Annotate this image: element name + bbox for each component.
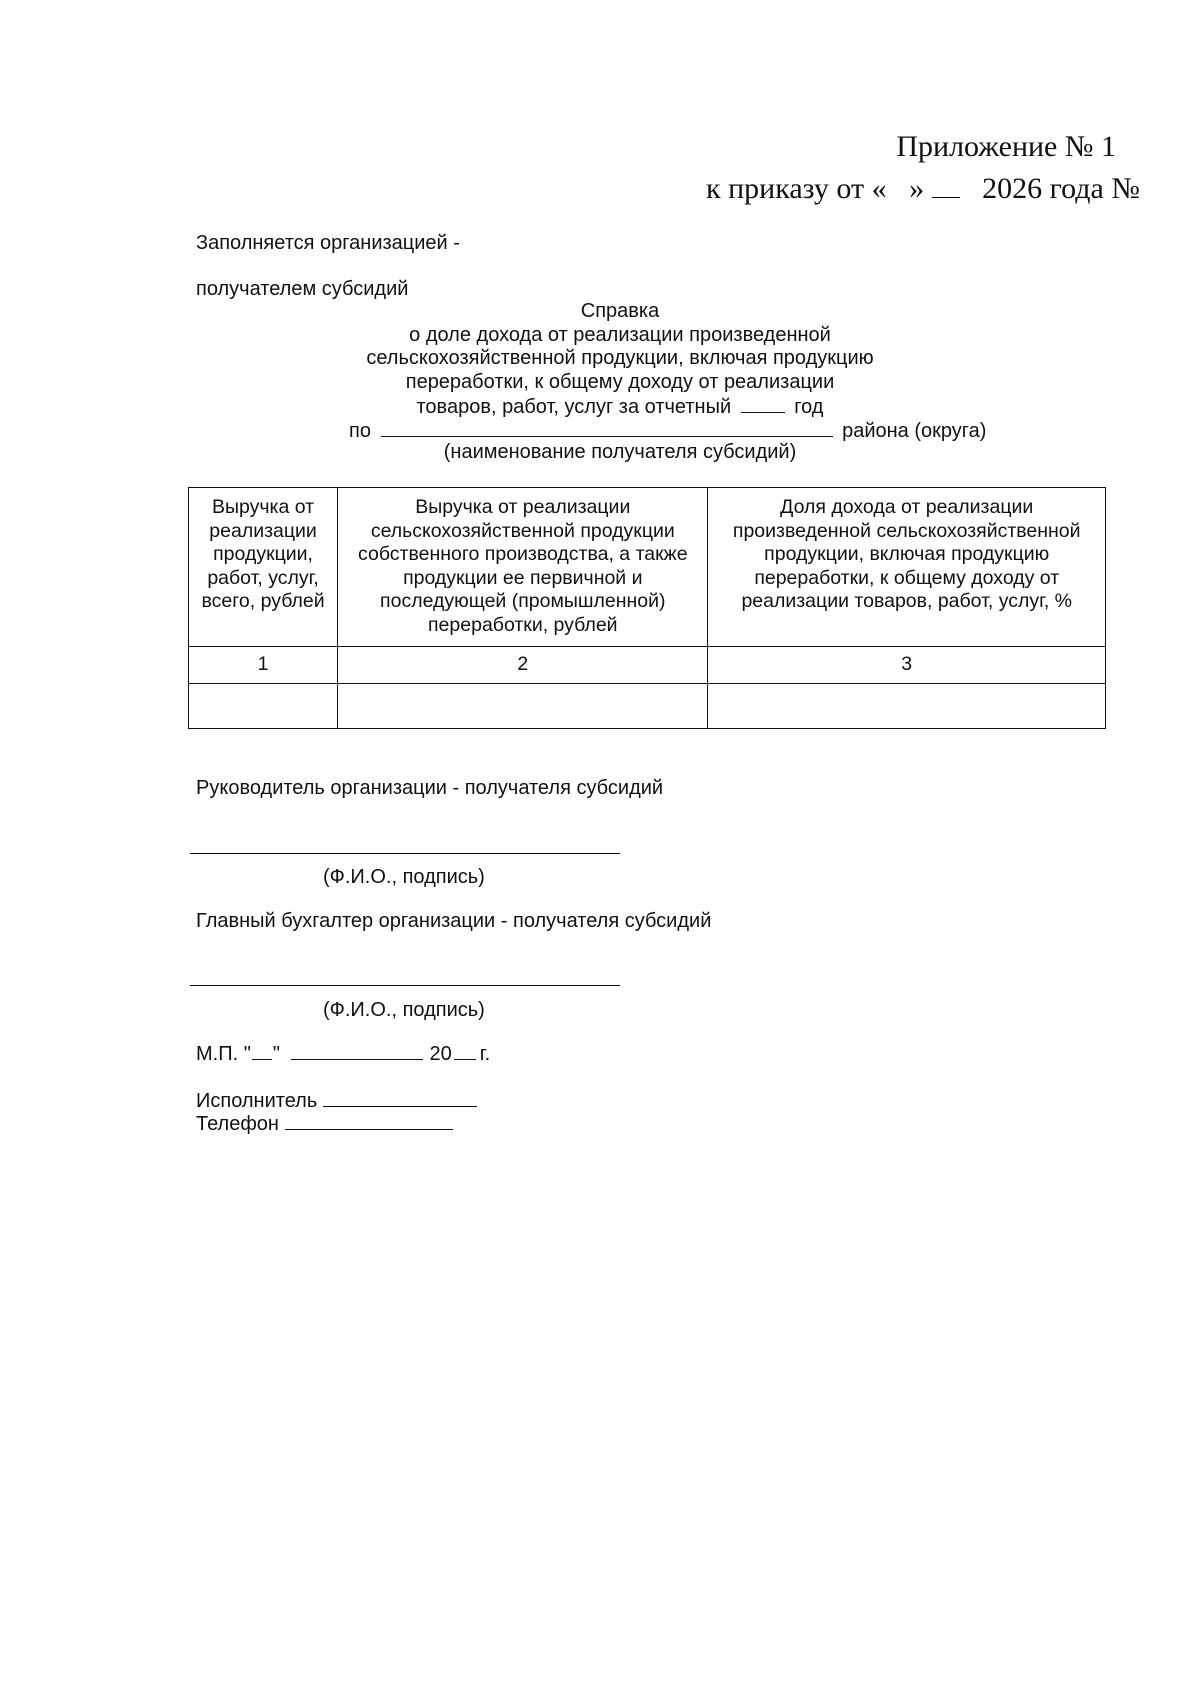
head-signature-field[interactable] — [190, 853, 620, 854]
order-suffix: 2026 года № — [982, 172, 1140, 205]
total-revenue-cell[interactable] — [189, 684, 338, 729]
order-reference — [706, 172, 1140, 206]
heading-line-4-suffix: год — [794, 396, 824, 418]
accountant-signature-field[interactable] — [190, 985, 620, 986]
district-suffix: района (округа) — [842, 420, 987, 442]
table-header-cell: Выручка от реализации продукции, работ, услуг, всего, рублей — [189, 488, 338, 647]
appendix-title: Приложение № 1 — [896, 130, 1116, 163]
executor-field[interactable] — [323, 1090, 477, 1107]
recipient-name-field[interactable] — [381, 418, 833, 437]
agri-revenue-cell[interactable] — [338, 684, 708, 729]
heading-line-3: переработки, к общему доходу от реализации — [405, 370, 835, 393]
heading-line-4-prefix: товаров, работ, услуг за отчетный — [416, 396, 732, 418]
month-field[interactable] — [291, 1043, 423, 1060]
stamp-date-line — [196, 1043, 490, 1066]
district-line — [349, 418, 986, 443]
phone-label: Телефон — [196, 1113, 279, 1135]
recipient-name-caption: (наименование получателя субсидий) — [443, 441, 797, 463]
head-label: Руководитель организации - получателя субсидий — [196, 777, 664, 799]
column-number: 2 — [338, 647, 708, 684]
executor-label: Исполнитель — [196, 1090, 318, 1112]
table-header-cell: Выручка от реализации сельскохозяйственной продукции собственного производства, а также продукции ее первичной и последующей (промышленной) переработки, рублей — [338, 488, 708, 647]
executor-line — [196, 1090, 477, 1113]
certificate-heading — [200, 300, 1040, 420]
stamp-quote: " — [272, 1043, 280, 1065]
filled-by-line-2: получателем субсидий — [196, 278, 409, 300]
year-prefix: 20 — [429, 1043, 452, 1065]
heading-line-4 — [200, 394, 1040, 420]
order-date-blank[interactable] — [932, 175, 960, 198]
accountant-label: Главный бухгалтер организации - получателя субсидий — [196, 910, 712, 932]
column-number: 1 — [189, 647, 338, 684]
heading-line-2: сельскохозяйственной продукции, включая продукцию — [366, 347, 874, 369]
filled-by-line-1: Заполняется организацией - — [196, 232, 460, 254]
order-quote-close: » — [909, 172, 925, 205]
phone-line — [196, 1113, 453, 1136]
certificate-title: Справка — [580, 300, 660, 322]
table-header-cell: Доля дохода от реализации произведенной сельскохозяйственной продукции, включая продукцию переработки, к общему доходу от реализации товаров, работ, услуг, % — [708, 488, 1106, 647]
reporting-year-field[interactable] — [741, 394, 785, 413]
stamp-prefix: М.П. " — [196, 1043, 251, 1065]
table-row — [189, 684, 1106, 729]
year-field[interactable] — [454, 1043, 476, 1060]
income-share-table — [188, 487, 1106, 729]
table-header-row — [189, 488, 1106, 647]
column-number: 3 — [708, 647, 1106, 684]
income-share-cell[interactable] — [708, 684, 1106, 729]
day-field[interactable] — [252, 1043, 272, 1060]
heading-line-1: о доле дохода от реализации произведенной — [409, 323, 831, 346]
year-suffix: г. — [479, 1043, 491, 1065]
head-fio-caption: (Ф.И.О., подпись) — [323, 866, 485, 888]
order-prefix: к приказу от « — [706, 172, 887, 205]
accountant-fio-caption: (Ф.И.О., подпись) — [323, 999, 485, 1021]
phone-field[interactable] — [285, 1113, 453, 1130]
district-prefix: по — [349, 420, 371, 442]
table-number-row — [189, 647, 1106, 684]
